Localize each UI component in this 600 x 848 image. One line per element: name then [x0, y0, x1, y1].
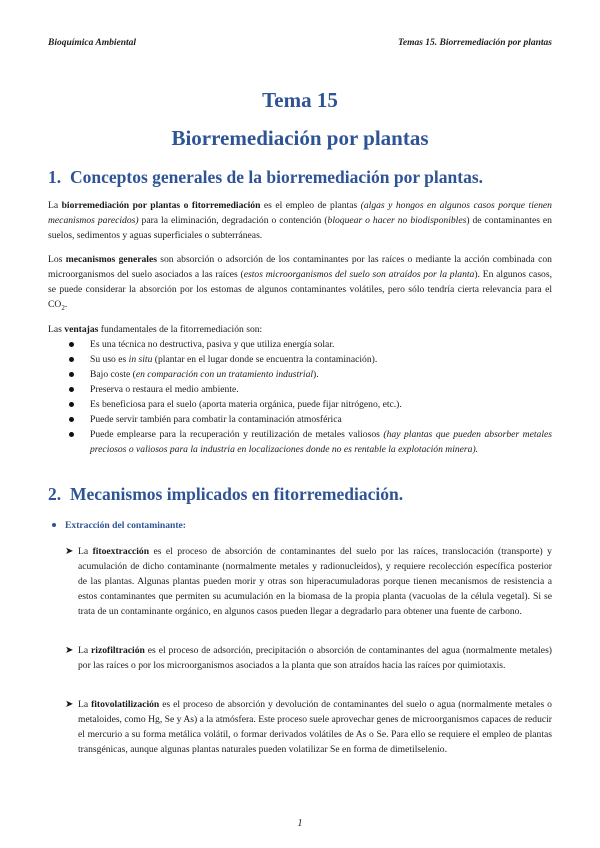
page-subtitle: Biorremediación por plantas — [171, 126, 429, 150]
list-item: Preserva o restaura el medio ambiente. — [64, 382, 552, 397]
section-title: Mecanismos implicados en fitorremediación. — [70, 484, 404, 504]
paragraph-advantages-intro: Las ventajas fundamentales de la fitorremediación son: — [48, 324, 263, 335]
arrow-bullet-icon: ➤ — [65, 699, 74, 710]
section-heading-2 — [48, 484, 403, 505]
header-left: Bioquímica Ambiental — [48, 38, 137, 48]
arrow-bullet-icon: ➤ — [65, 645, 74, 656]
advantages-list — [64, 337, 552, 457]
page-title: Tema 15 — [262, 88, 338, 112]
arrow-bullet-icon: ➤ — [65, 546, 74, 557]
list-item: Puede emplearse para la recuperación y reutilización de metales valiosos (hay plantas que pueden absorber metales preciosos o valiosos para la industria en localizaciones donde no es rentable la explotación minera). — [64, 427, 552, 457]
list-item: Su uso es in situ (plantar en el lugar donde se encuentra la contaminación). — [64, 352, 552, 367]
page-number: 1 — [297, 818, 303, 829]
paragraph-mechanisms: Los mecanismos generales son absorción o adsorción de los contaminantes por las raíces o mediante la acción combinada con microorganismos del suelo asociados a las raíces (estos microorganismos del suelo son atraídos por la planta). En algunos casos, se puede considerar la absorción por los estomas de algunos contaminantes volátiles, pero sólo tendría cierta relevancia para el $CO_2$. — [48, 254, 552, 312]
list-item: Es una técnica no destructiva, pasiva y que utiliza energía solar. — [64, 337, 552, 352]
section-heading-1 — [48, 167, 483, 188]
header-right: Temas 15. Biorremediación por plantas — [397, 38, 552, 48]
section-number: 2. — [48, 484, 62, 504]
mechanism-phytoextraction: ➤ La fitoextracción es el proceso de absorción de contaminantes del suelo por las raíces, translocación (transporte) y acumulación de dicho contaminante (normalmente metales y radionucleidos), y requiere recolección específica posterior de las plantas. Algunas plantas pueden morir y otras son hiperacumuladoras porque tienen mecanismos de resistencia a estos contaminantes que permiten su acumulación en la biomasa de la propia planta (vacuolas de la célula vegetal). Si se trata de un contaminante orgánico, en algunos casos pueden llegar a degradarlo para obtener una fuente de carbono. — [65, 546, 552, 617]
paragraph-definition: La biorremediación por plantas o fitorremediación es el empleo de plantas (algas y hongos en algunos casos porque tienen mecanismos parecidos) para la eliminación, degradación o contención (bloquear o hacer no biodisponibles) de contaminantes en suelos, sedimentos y aguas superficiales o subterráneas. — [48, 200, 552, 241]
section-title: Conceptos generales de la biorremediación por plantas. — [70, 167, 484, 187]
mechanism-phytovolatilization: ➤ La fitovolatilización es el proceso de absorción y devolución de contaminantes del suelo o agua (normalmente metales o metaloides, como Hg, Se y As) a la atmósfera. Este proceso suele aprovechar genes de microorganismos capaces de reducir el mercurio a su forma metálica volátil, o formar derivados volátiles de As o Se. Para ello se requiere el empleo de plantas transgénicas, aunque algunas plantas naturales pueden volatilizar Se en forma de dimetilselenio. — [65, 699, 552, 755]
bullet-icon — [52, 523, 56, 527]
list-item: Es beneficiosa para el suelo (aporta materia orgánica, puede fijar nitrógeno, etc.). — [64, 397, 552, 412]
section-number: 1. — [48, 167, 62, 187]
mechanism-rhizofiltration: ➤ La rizofiltración es el proceso de adsorción, precipitación o absorción de contaminantes del agua (normalmente metales) por las raíces o por los microorganismos asociados a la planta que son atraídos hacia las raíces por quimiotaxis. — [65, 645, 552, 671]
subheading-extraction: Extracción del contaminante: — [52, 520, 186, 531]
list-item: Bajo coste (en comparación con un tratamiento industrial). — [64, 367, 552, 382]
list-item: Puede servir también para combatir la contaminación atmosférica — [64, 412, 552, 427]
